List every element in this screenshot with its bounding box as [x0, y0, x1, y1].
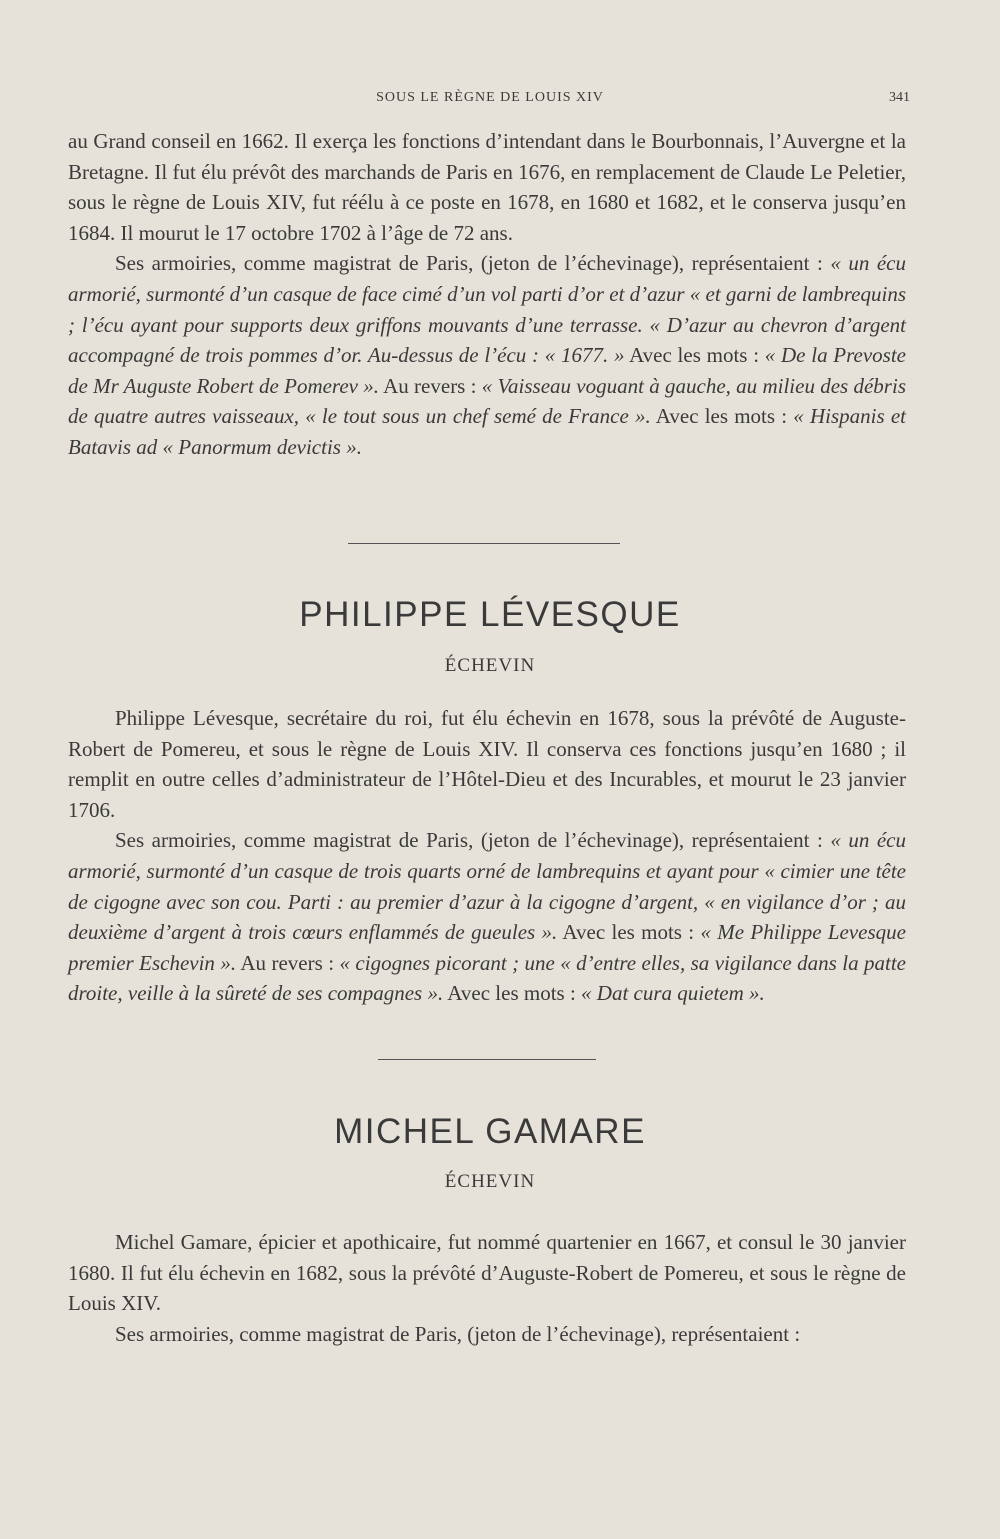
section-1-text	[68, 126, 906, 463]
paragraph	[68, 248, 906, 462]
section-subtitle: ÉCHEVIN	[444, 1171, 536, 1192]
text-run: Au revers :	[236, 950, 340, 975]
text-run: Avec les mots :	[624, 343, 765, 368]
text-run: Ses armoiries, comme magistrat de Paris, (jeton de l’échevinage), représentaient :	[115, 251, 831, 276]
section-3-text	[68, 1227, 906, 1349]
page-number: 341	[889, 90, 910, 105]
italic-run: « Vaisseau voguant à gauche, au milieu des débris de quatre autres vaisseaux, « le tout sous un chef semé de France ».	[68, 373, 906, 429]
paragraph: Philippe Lévesque, secrétaire du roi, fut élu échevin en 1678, sous la prévôté de Auguste-Robert de Pomereu, et sous le règne de Louis XIV. Il conserva ces fonctions jusqu’en 1680 ; il remplit en outre celles d’administrateur de l’Hôtel-Dieu et des Incurables, et mourut le 23 janvier 1706.	[68, 706, 906, 822]
text-run: Ses armoiries, comme magistrat de Paris, (jeton de l’échevinage), représentaient :	[115, 828, 831, 853]
italic-run: « De la Prevoste de Mr Auguste Robert de Pomerev ».	[68, 343, 906, 398]
running-head	[0, 90, 1000, 112]
section-divider	[378, 1059, 596, 1060]
section-title: PHILIPPE LÉVESQUE	[299, 595, 681, 634]
italic-run: « Dat cura quietem ».	[581, 981, 765, 1006]
paragraph	[68, 825, 906, 1009]
paragraph: Michel Gamare, épicier et apothicaire, fut nommé quartenier en 1667, et consul le 30 janvier 1680. Il fut élu échevin en 1682, sous la prévôté d’Auguste-Robert de Pomereu, et sous le règne de Louis XIV.	[68, 1230, 906, 1316]
text-run: Avec les mots :	[443, 981, 582, 1006]
paragraph: au Grand conseil en 1662. Il exerça les fonctions d’intendant dans le Bourbonnais, l’Auvergne et la Bretagne. Il fut élu prévôt des marchands de Paris en 1676, en remplacement de Claude Le Peletier, sous le règne de Louis XIV, fut réélu à ce poste en 1678, en 1680 et 1682, et le conserva jusqu’en 1684. Il mourut le 17 octobre 1702 à l’âge de 72 ans.	[68, 129, 906, 245]
text-run: Avec les mots :	[557, 920, 701, 945]
italic-run: « Me Philippe Levesque premier Eschevin ».	[68, 920, 906, 975]
italic-run: « cigognes picorant ; une « d’entre elles, sa vigilance dans la patte droite, veille à la sûreté de ses compagnes ».	[68, 950, 906, 1006]
text-run: Avec les mots :	[650, 404, 794, 429]
section-title: MICHEL GAMARE	[334, 1112, 646, 1151]
running-title: SOUS LE RÈGNE DE LOUIS XIV	[376, 90, 604, 105]
text-run: Au revers :	[379, 373, 482, 398]
italic-run: « un écu armorié, surmonté d’un casque de trois quarts orné de lambrequins et ayant pour « cimier une tête de cigogne avec son cou. Parti : au premier d’azur à la cigogne d’argent, « en vigilance d’or ; au deuxième d’argent à trois cœurs enflammés de gueules ».	[68, 828, 906, 945]
paragraph: Ses armoiries, comme magistrat de Paris, (jeton de l’échevinage), représentaient :	[115, 1321, 801, 1346]
italic-run: « Hispanis et Batavis ad « Panormum devictis ».	[68, 404, 906, 459]
italic-run: « un écu armorié, surmonté d’un casque de face cimé d’un vol parti d’or et d’azur « et garni de lambrequins ; l’écu ayant pour supports deux griffons mouvants d’une terrasse. « D’azur au chevron d’argent accompagné de trois pommes d’or. Au-dessus de l’écu : « 1677. »	[68, 251, 906, 368]
section-divider	[348, 543, 620, 544]
section-2-text	[68, 703, 906, 1009]
section-subtitle: ÉCHEVIN	[444, 655, 536, 676]
